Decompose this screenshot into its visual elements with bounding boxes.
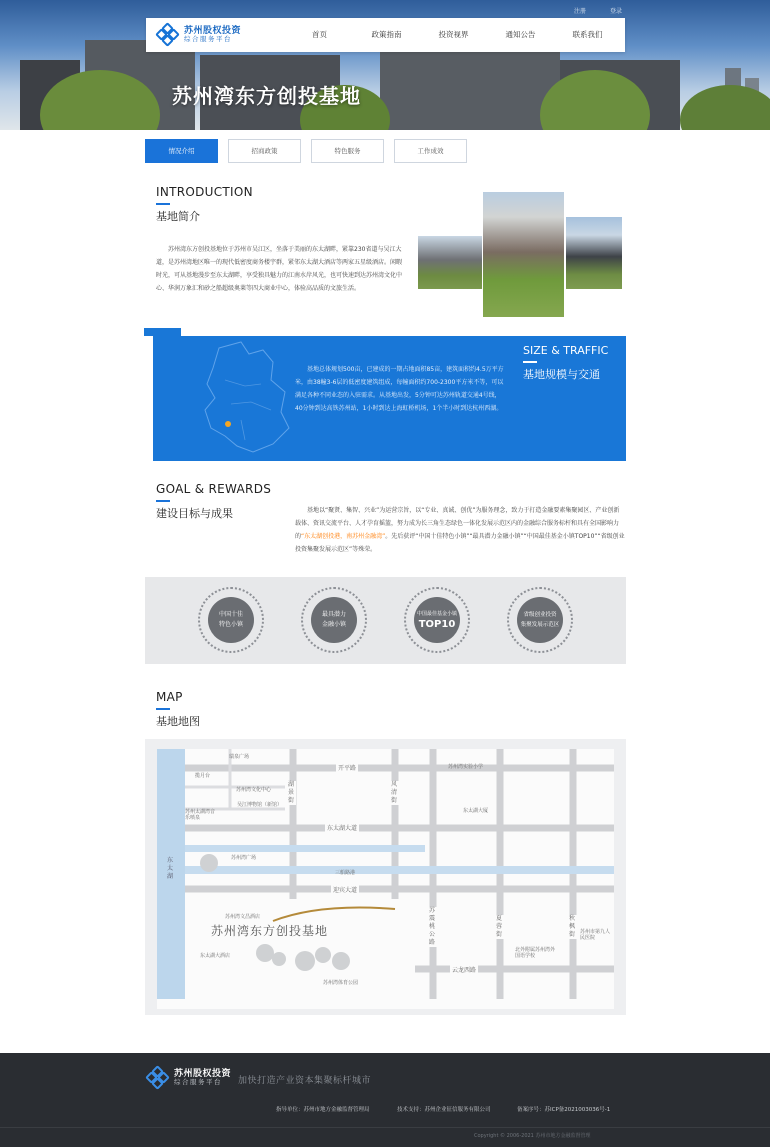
tab-services[interactable]: 特色服务 <box>311 139 384 163</box>
hero-title: 苏州湾东方创投基地 <box>172 84 361 108</box>
award-line-2: 金融小镇 <box>321 621 346 628</box>
size-text: 基地总体规划500亩，已建成的一期占地面积85亩，建筑面积约4.5万平方米，由38幢3-6层的低密度建筑组成，每幢面积约700-2300平方米不等，可以满足各种不同业态的入驻需求。从基地出发，5分钟可达苏州轨道交通4号线，40分钟到达高铁苏州站，1小时到达上海虹桥机场，1个半小时到达杭州西湖。 <box>295 366 504 412</box>
map-place: 东太湖大酒店 <box>200 953 231 959</box>
map-heading-en: MAP <box>156 690 183 704</box>
nav-item-home[interactable]: 首页 <box>312 30 327 39</box>
top-links <box>552 6 622 15</box>
login-link[interactable]: 登录 <box>609 8 622 15</box>
map-base-label: 苏州湾东方创投基地 <box>211 924 329 938</box>
map-place: 苏州湾文化中心 <box>236 787 272 793</box>
awards-strip <box>145 577 626 664</box>
road-label: 夏蓉街 <box>496 915 503 938</box>
size-left-notch <box>144 336 153 461</box>
road-label: 三船路港 <box>335 870 356 876</box>
map-place: 苏州市第九人民医院 <box>580 929 611 941</box>
logo-icon <box>157 24 179 46</box>
nav-item-contact[interactable]: 联系我们 <box>572 30 603 39</box>
road-label: 开平路 <box>338 765 357 772</box>
road-label: 东太湖大道 <box>327 825 358 832</box>
size-section <box>153 336 626 461</box>
lake-label: 东太湖 <box>167 857 174 880</box>
footer-icp[interactable]: 备案序号：苏ICP备2021003036号-1 <box>517 1107 611 1113</box>
map-place: 北外附属苏州湾外国语学校 <box>515 947 556 959</box>
register-link[interactable]: 注册 <box>574 8 587 15</box>
base-photo-3 <box>566 217 622 289</box>
award-line-2: 特色小镇 <box>218 621 243 628</box>
road-label: 湖景街 <box>288 781 295 804</box>
goal-text-a: 基地以“聚贤、集智、兴业”为运营宗旨，以“专业、真诚、创优”为服务理念，致力于打造金融要素集聚园区、产业创新载体、资讯交流平台、人才孕育摇篮，努力成为长三角生态绿色一体化发展示范区内的金融综合服务标杆和具有全国影响力的 <box>295 507 620 540</box>
intro-heading-en: INTRODUCTION <box>156 185 253 199</box>
main-nav <box>286 18 621 52</box>
award-line-2: 集聚发展示范区 <box>520 622 560 628</box>
footer-copyright: Copyright © 2006-2021 苏州市地方金融监督管理 <box>474 1133 591 1139</box>
base-photo-1 <box>418 236 482 289</box>
award-medal <box>198 587 264 653</box>
heading-divider <box>156 708 170 710</box>
section-tabs <box>145 139 477 163</box>
footer-slogan: 加快打造产业资本集聚标杆城市 <box>238 1076 372 1086</box>
goal-heading-en: GOAL & REWARDS <box>156 482 272 496</box>
map-heading <box>156 690 200 729</box>
map-heading-cn: 基地地图 <box>156 715 200 728</box>
brand-name: 苏州股权投资 <box>184 25 242 36</box>
goal-text-b: 。先后获评“中国十佳特色小镇”“最具潜力金融小镇”“中国最佳基金小镇TOP10”“省级创业投资集聚发展示范区”等殊荣。 <box>295 533 625 553</box>
intro-heading-cn: 基地简介 <box>156 210 200 223</box>
footer-logo[interactable] <box>147 1067 231 1089</box>
heading-divider <box>156 500 170 502</box>
map-place: 瑞泉广场 <box>229 754 250 760</box>
tab-overview[interactable]: 情况介绍 <box>145 139 218 163</box>
nav-bar <box>146 18 625 52</box>
goal-heading <box>156 482 271 521</box>
award-medal <box>404 587 470 653</box>
heading-divider <box>156 203 170 205</box>
heading-divider <box>523 361 537 363</box>
map-place: 苏州湾广场 <box>231 855 257 861</box>
base-photo-2 <box>483 192 564 317</box>
footer-brand-name: 苏州股权投资 <box>174 1068 232 1079</box>
map-place: 东太湖大厦 <box>463 808 489 814</box>
size-heading-cn: 基地规模与交通 <box>523 368 600 381</box>
size-heading-en: SIZE & TRAFFIC <box>523 344 609 357</box>
footer-divider <box>0 1127 770 1128</box>
map-place: 苏州湾实验小学 <box>448 764 484 770</box>
nav-item-notice[interactable]: 通知公告 <box>505 30 536 39</box>
intro-text: 苏州湾东方创投基地位于苏州市吴江区，坐落于美丽的东太湖畔，紧靠230省道与吴江大道，是苏州湾地区唯一的现代低密度商务楼宇群，紧邻东太湖大酒店等两家五星级酒店。闲暇时光，可从基地漫步至东太湖畔，享受独具魅力的江南水岸风光，也可快速到达苏州湾文化中心、华润万象汇和砂之船超级奥莱等四大商业中心，体验高品质的文旅生活。 <box>156 246 403 292</box>
award-line-2: TOP10 <box>418 619 456 630</box>
road-label: 云龙西路 <box>452 967 477 974</box>
tab-results[interactable]: 工作成效 <box>394 139 467 163</box>
map-place: 揽月台 <box>195 773 211 779</box>
footer-tech: 技术支持：苏州企业征信服务有限公司 <box>397 1107 491 1113</box>
brand-logo[interactable] <box>157 24 241 46</box>
intro-section <box>156 185 406 295</box>
goal-text <box>295 504 625 556</box>
road-label: 风清街 <box>391 781 398 804</box>
district-map-icon <box>201 340 296 458</box>
brand-subtitle: 综合服务平台 <box>184 35 232 44</box>
footer-guide: 指导单位：苏州市地方金融监督管理局 <box>276 1107 370 1113</box>
base-map <box>145 739 626 1015</box>
road-label: 苏震桃公路 <box>429 907 436 946</box>
footer <box>0 1053 770 1147</box>
award-line-1: 省级创业投资 <box>523 612 557 618</box>
road-label: 秋枫街 <box>569 915 576 938</box>
award-medal <box>301 587 367 653</box>
nav-item-invest[interactable]: 投资视界 <box>438 30 469 39</box>
map-place: 吴江博物馆（新馆） <box>237 802 283 808</box>
road-label: 迎宾大道 <box>333 887 358 894</box>
tab-policy[interactable]: 招商政策 <box>228 139 301 163</box>
award-line-1: 中国最佳基金小镇 <box>416 611 457 617</box>
map-place: 苏州湾文昌酒店 <box>225 914 261 920</box>
map-place: 苏州太湖湾音乐喷泉 <box>185 809 216 821</box>
award-line-1: 中国十佳 <box>218 611 243 618</box>
map-place: 苏州湾体育公园 <box>323 980 359 986</box>
logo-icon <box>147 1067 169 1089</box>
nav-item-policy[interactable]: 政策指南 <box>371 30 402 39</box>
award-medal <box>507 587 573 653</box>
award-line-1: 最具潜力 <box>321 611 346 618</box>
footer-brand-subtitle: 综合服务平台 <box>174 1078 222 1087</box>
goal-highlight: “东太湖创投港，南苏州金融湾” <box>301 533 386 540</box>
goal-heading-cn: 建设目标与成果 <box>156 507 233 520</box>
map-roads <box>145 739 626 1015</box>
